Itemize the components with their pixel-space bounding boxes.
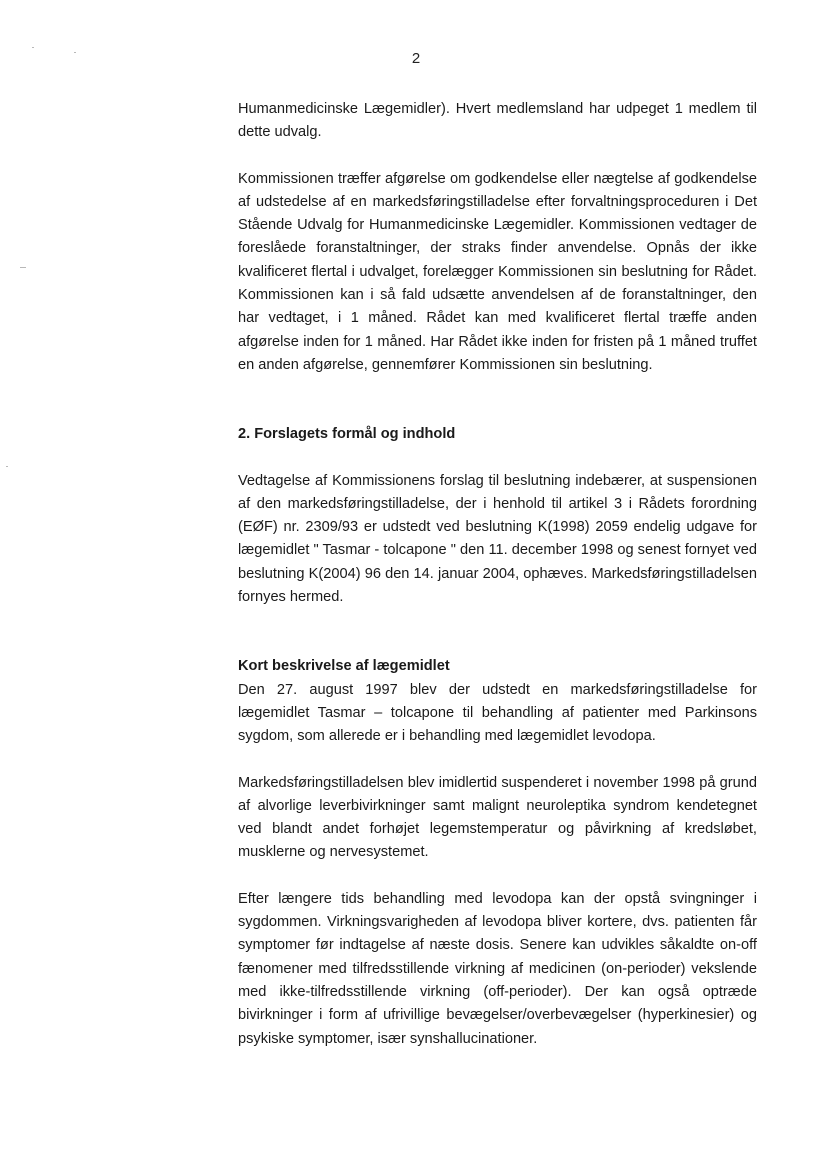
scan-speck xyxy=(32,47,34,48)
scan-speck xyxy=(6,466,8,467)
paragraph-committee-members: Humanmedicinske Lægemidler). Hvert medlemsland har udpeget 1 medlem til dette udvalg. xyxy=(238,101,757,141)
scan-speck xyxy=(20,267,26,268)
paragraph-authorisation-history: Den 27. august 1997 blev der udstedt en markedsføringstilladelse for lægemidlet Tasmar – tolcapone til behandling af patienter med Parkinsons sygdom, som allerede er i behandling med lægemidlet levodopa. xyxy=(238,681,757,745)
paragraph-suspension: Markedsføringstilladelsen blev imidlertid suspenderet i november 1998 på grund af alvorlige leverbivirkninger samt malignt neuroleptika syndrom kendetegnet ved blandt andet forhøjet legemstemperatur og påvirkning af kredsløbet, musklerne og nervesystemet. xyxy=(238,774,757,861)
page-number: 2 xyxy=(411,50,421,67)
paragraph-proposal-content: Vedtagelse af Kommissionens forslag til beslutning indebærer, at suspensionen af den markedsføringstilladelse, der i henhold til artikel 3 i Rådets forordning (EØF) nr. 2309/93 er udstedt ved beslutning K(1998) 2059 endelig udgave for lægemidlet " Tasmar - tolcapone " den 11. december 1998 og senest fornyet ved beslutning K(2004) 96 den 14. januar 2004, ophæves. Markedsføringstilladelsen fornyes hermed. xyxy=(238,472,757,606)
paragraph-decision-procedure: Kommissionen træffer afgørelse om godkendelse eller nægtelse af godkendelse af udstedelse af en markedsføringstilladelse efter forvaltningsproceduren i Det Stående Udvalg for Humanmedicinske Lægemidler. Kommissionen vedtager de foreslåede foranstaltninger, der straks finder anvendelse. Opnås der ikke kvalificeret flertal i udvalget, forelægger Kommissionen sin beslutning for Rådet. Kommissionen kan i så fald udsætte anvendelsen af de foranstaltninger, den har vedtaget, i 1 måned. Rådet kan med kvalificeret flertal træffe anden afgørelse inden for 1 måned. Har Rådet ikke inden for fristen på 1 måned truffet en anden afgørelse, gennemfører Kommissionen sin beslutning. xyxy=(238,170,757,373)
paragraph-levodopa-effects: Efter længere tids behandling med levodopa kan der opstå svingninger i sygdommen. Virkningsvarigheden af levodopa bliver kortere, dvs. patienten får symptomer før indtagelse af næste dosis. Senere kan udvikles såkaldte on-off fænomener med tilfredsstillende virkning af medicinen (on-perioder) vekslende med ikke-tilfredsstillende virkning (off-perioder). Der kan også optræde bivirkninger i form af ufrivillige bevægelser/overbevægelser (hyperkinesier) og psykiske symptomer, især synshallucinationer. xyxy=(238,890,757,1047)
document-body xyxy=(238,98,757,1051)
section-heading-purpose: 2. Forslagets formål og indhold xyxy=(238,426,456,443)
subheading-drug-description: Kort beskrivelse af lægemidlet xyxy=(238,658,450,675)
